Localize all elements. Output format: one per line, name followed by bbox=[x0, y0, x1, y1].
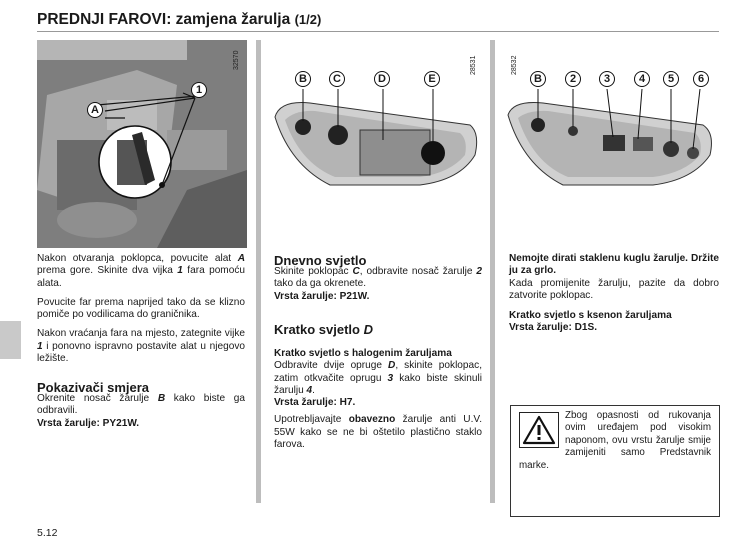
emphasis: obavezno bbox=[348, 414, 396, 426]
text-run: Nakon otvaranja poklopca, povucite alat bbox=[37, 253, 238, 264]
figure3-callout-6: 6 bbox=[693, 71, 709, 87]
heading-text: Kratko svjetlo bbox=[274, 322, 364, 337]
warning-text-wrap bbox=[519, 410, 711, 472]
figure3-callout-2: 2 bbox=[565, 71, 581, 87]
text-run: kako biste skinuli žarulju bbox=[274, 372, 482, 396]
figure1-callout-1: 1 bbox=[191, 82, 207, 98]
warning-box bbox=[510, 405, 720, 517]
column2-dipped-text bbox=[274, 348, 482, 451]
figure2-callout-d: D bbox=[374, 71, 390, 87]
figure2-callout-e: E bbox=[424, 71, 440, 87]
engine-bay-illustration bbox=[37, 40, 247, 248]
headlamp-xenon-illustration bbox=[503, 45, 717, 195]
title-rule bbox=[37, 31, 719, 32]
column3-text bbox=[509, 253, 719, 335]
paragraph-close-cover: Kada promijenite žarulju, pazite da dobro zatvorite poklopac. bbox=[509, 277, 719, 301]
figure2-callout-b: B bbox=[295, 71, 311, 87]
text-run: , odbravite nosač žarulje bbox=[359, 266, 477, 277]
page-title bbox=[37, 11, 321, 29]
text-run: tako da ga okrenete. bbox=[274, 278, 367, 290]
subheading-halogen: Kratko svjetlo s halogenim žaruljama bbox=[274, 348, 452, 359]
warning-text: Zbog opasnosti od rukovanja ovim uređajem pod visokim naponom, ovu vrstu žarulje smije zamijeniti samo Predstavnik marke. bbox=[519, 410, 711, 471]
heading-indicators: Pokazivači smjera bbox=[37, 380, 150, 395]
text-run: fara pomoću alata. bbox=[37, 265, 245, 289]
text-run: , skinite poklopac, zatim otkvačite oprugu bbox=[274, 360, 482, 384]
text-run: žarulje anti U.V. 55W kako se ne bi oštetilo plastično staklo farova. bbox=[274, 414, 483, 451]
ref-4: 4 bbox=[306, 384, 313, 396]
ref-d: D bbox=[363, 322, 373, 337]
column1-text bbox=[37, 253, 245, 365]
figure3-callout-5: 5 bbox=[663, 71, 679, 87]
chapter-tab bbox=[0, 321, 21, 359]
text-run: i ponovno ispravno postavite alat u njegovo ležište. bbox=[37, 340, 245, 365]
page-title-part: (1/2) bbox=[294, 12, 322, 27]
ref-a: A bbox=[237, 253, 245, 264]
paragraph-refit bbox=[37, 328, 245, 365]
heading-dipped-beam bbox=[274, 322, 373, 337]
ref-3: 3 bbox=[387, 372, 394, 384]
paragraph-anti-uv bbox=[274, 414, 482, 451]
text-run: Okrenite nosač žarulje bbox=[37, 393, 158, 404]
bulb-type-indicators: Vrsta žarulje: PY21W. bbox=[37, 417, 140, 429]
figure3-callout-3: 3 bbox=[599, 71, 615, 87]
ref-c: C bbox=[352, 266, 360, 277]
figure2-callout-c: C bbox=[329, 71, 345, 87]
page-number: 5.12 bbox=[37, 527, 58, 539]
figure2-number: 28531 bbox=[470, 55, 477, 75]
ref-b: B bbox=[157, 393, 166, 404]
ref-d: D bbox=[388, 360, 396, 372]
figure3-number: 28532 bbox=[511, 55, 518, 75]
column1-indicators-text bbox=[37, 393, 245, 430]
ref-1: 1 bbox=[177, 265, 183, 277]
warning-glass: Nemojte dirati staklenu kuglu žarulje. Držite ju za grlo. bbox=[509, 253, 719, 277]
headlamp-halogen-illustration bbox=[270, 45, 482, 195]
headlamp-xenon-figure bbox=[503, 45, 717, 195]
column-divider-2 bbox=[490, 40, 495, 503]
heading-daytime-light: Dnevno svjetlo bbox=[274, 253, 367, 268]
text-run: Odbravite dvije opruge bbox=[274, 360, 389, 372]
paragraph-indicators bbox=[37, 393, 245, 418]
column2-daytime-text bbox=[274, 266, 482, 303]
text-run: . bbox=[312, 384, 315, 396]
paragraph-slide-headlamp: Povucite far prema naprijed tako da se klizno pomiče po vodilicama do graničnika. bbox=[37, 296, 245, 321]
ref-2: 2 bbox=[476, 266, 483, 277]
figure3-callout-b: B bbox=[530, 71, 546, 87]
text-run: Skinite poklopac bbox=[274, 266, 353, 277]
text-run: Nakon vraćanja fara na mjesto, zategnite vijke bbox=[37, 328, 245, 340]
paragraph-pull-tool bbox=[37, 253, 245, 290]
figure3-callout-4: 4 bbox=[634, 71, 650, 87]
icon-spacer bbox=[519, 410, 565, 448]
subheading-xenon: Kratko svjetlo s ksenon žaruljama bbox=[509, 310, 672, 322]
bulb-type-daytime: Vrsta žarulje: P21W. bbox=[274, 290, 370, 302]
page-title-main: PREDNJI FAROVI: zamjena žarulja bbox=[37, 11, 291, 28]
figure1-callout-a: A bbox=[87, 102, 103, 118]
bulb-type-halogen: Vrsta žarulje: H7. bbox=[274, 397, 356, 409]
text-run: kako biste ga odbravili. bbox=[37, 393, 245, 417]
paragraph-halogen bbox=[274, 360, 482, 397]
bulb-type-xenon: Vrsta žarulje: D1S. bbox=[509, 322, 598, 334]
paragraph-daytime bbox=[274, 266, 482, 291]
ref-1: 1 bbox=[37, 340, 43, 352]
text-run: Upotrebljavajte bbox=[274, 414, 349, 426]
figure1-number: 32570 bbox=[233, 50, 240, 70]
engine-bay-photo bbox=[37, 40, 247, 248]
text-run: prema gore. Skinite dva vijka bbox=[37, 265, 178, 277]
column-divider-1 bbox=[256, 40, 261, 503]
headlamp-halogen-figure bbox=[270, 45, 482, 195]
